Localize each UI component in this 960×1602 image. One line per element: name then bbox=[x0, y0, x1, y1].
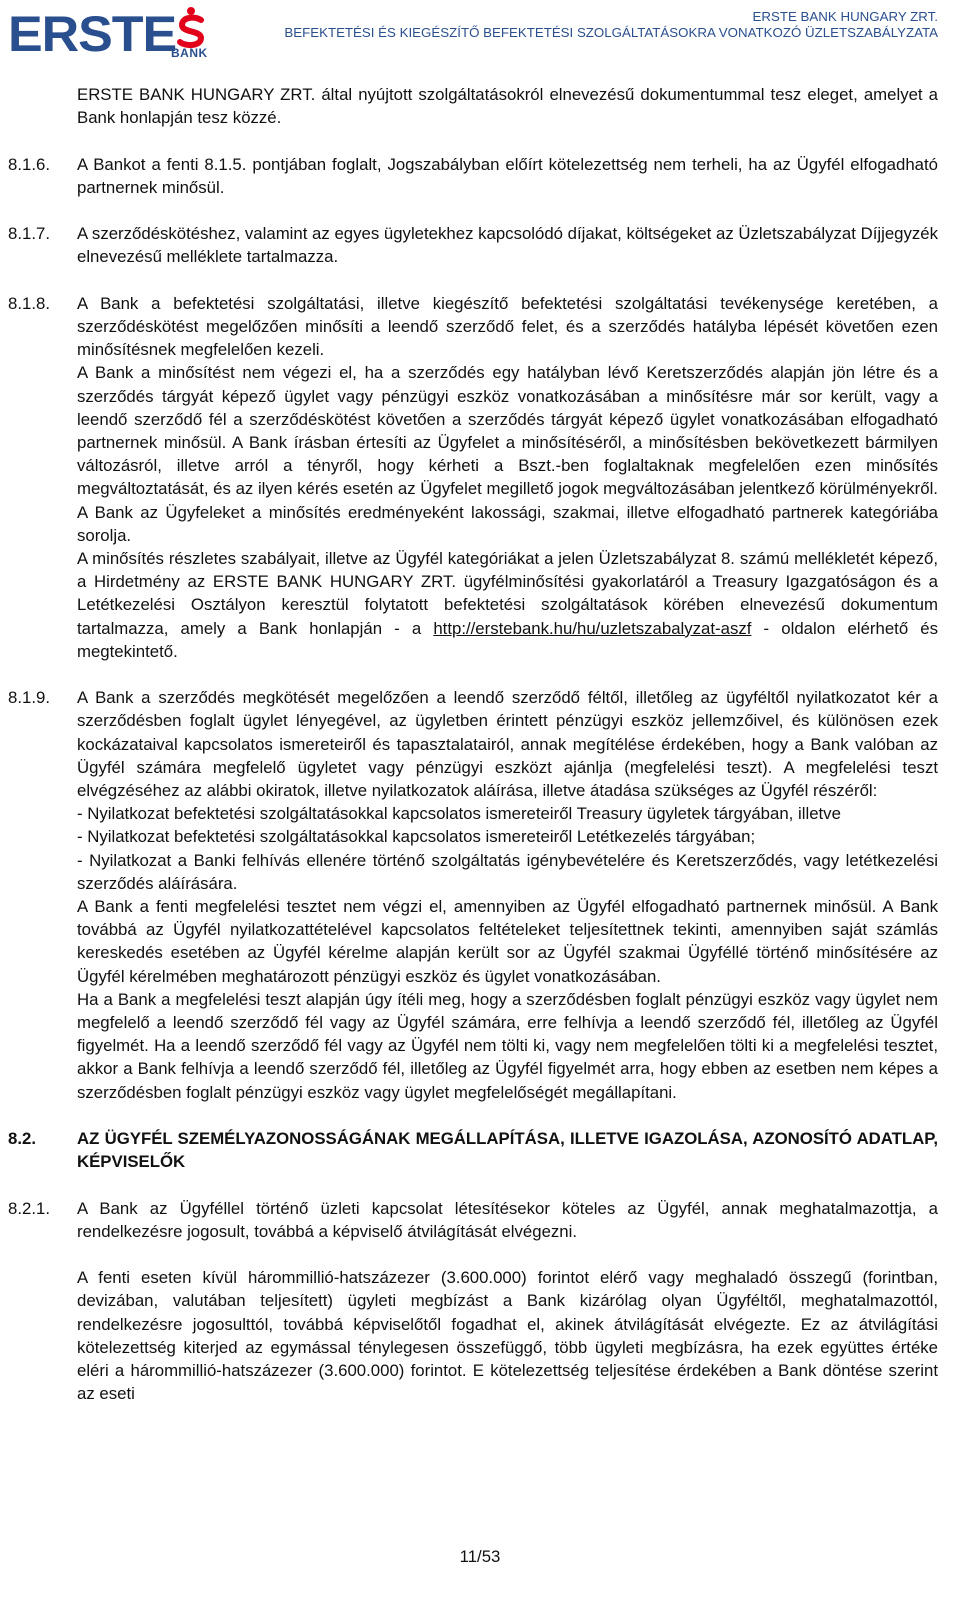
list-item: - Nyilatkozat befektetési szolgáltatásokkal kapcsolatos ismereteiről Treasury ügyletek tárgyában, illetve bbox=[77, 804, 841, 824]
section-number: 8.2.1. bbox=[8, 1198, 50, 1218]
paragraph-text: A minősítés részletes szabályait, illetve az Ügyfél kategóriákat a jelen Üzletszabályzat 8. számú mellékletét képező, a Hirdetmény az ERSTE BANK HUNGARY ZRT. ügyfélminősítési gyakorlatáról a Treasury Igazgatóságon és a Letétkezelési Osztályon keresztül folytatott befektetési szolgáltatások körében elnevezésű dokumentum tartalmazza, amely a Bank honlapján - a bbox=[77, 549, 938, 638]
page-number: 11/53 bbox=[459, 1547, 501, 1566]
section-8-2 bbox=[8, 1127, 938, 1173]
paragraph: A Bank a minősítést nem végezi el, ha a szerződés egy hatályban lévő Keretszerződés alapján jön létre és a szerződés tárgyát képező ügylet vagy pénzügyi eszköz vonatkozásában a minősítésre már sor került, vagy a leendő szerződő fél a szerződéskötést követően a szerződés tárgyát képező ügylet vonatkozásában elfogadható partnernek minősül. A Bank írásban értesíti az Ügyfelet a minősítéséről, a minősítésben bekövetkezett bármilyen változásról, illetve arról a tényről, hogy kérheti a Bszt.-ben foglaltaknak megfelelően ezen minősítés megváltoztatását, és az ilyen kérés esetén az Ügyfelet megillető jogok megváltozásában jelentkező körülményekről. bbox=[77, 363, 938, 499]
section-text: A Bankot a fenti 8.1.5. pontjában foglalt, Jogszabályban előírt kötelezettség nem terheli, ha az Ügyfél elfogadható partnernek minősül. bbox=[77, 154, 938, 197]
section-heading: AZ ÜGYFÉL SZEMÉLYAZONOSSÁGÁNAK MEGÁLLAPÍTÁSA, ILLETVE IGAZOLÁSA, AZONOSÍTÓ ADATLAP, KÉPVISELŐK bbox=[77, 1129, 938, 1172]
header-doc-title: BEFEKTETÉSI ÉS KIEGÉSZÍTŐ BEFEKTETÉSI SZOLGÁLTATÁSOKRA VONATKOZÓ ÜZLETSZABÁLYZATA bbox=[284, 25, 938, 40]
paragraph: A Bank a fenti megfelelési tesztet nem végzi el, amennyiben az Ügyfél elfogadható partnernek minősül. A Bank továbbá az Ügyfél nyilatkozattételével kapcsolatos feltételeket teljesítettnek tekinti, amennyiben saját számlás kereskedés esetében az Ügyfél kérelme alapján került sor az Ügyfél szakmai Ügyféllé történő minősítésére az Ügyfél kérelmében meghatározott pénzügyi eszköz és ügylet vonatkozásában. bbox=[77, 897, 938, 986]
section-number: 8.1.8. bbox=[8, 293, 50, 313]
aszf-link[interactable]: http://erstebank.hu/hu/uzletszabalyzat-aszf bbox=[433, 618, 752, 638]
section-8-2-1 bbox=[8, 1197, 938, 1243]
section-number: 8.2. bbox=[8, 1129, 36, 1149]
section-text: A szerződéskötéshez, valamint az egyes ügyletekhez kapcsolódó díjakat, költségeket az Üzletszabályzat Díjjegyzék elnevezésű melléklete tartalmazza. bbox=[77, 224, 938, 267]
section-8-1-7 bbox=[8, 222, 938, 268]
section-body bbox=[77, 292, 938, 663]
paragraph: A Bank a befektetési szolgáltatási, illetve kiegészítő befektetési szolgáltatási tevékenysége keretében, a szerződéskötést megelőzően minősíti a leendő szerződő felet, és a szerződés hatályba lépését követően ezen minősítésnek megfelelően kezeli. bbox=[77, 293, 938, 360]
header-company: ERSTE BANK HUNGARY ZRT. bbox=[752, 9, 938, 24]
list-item: - Nyilatkozat a Banki felhívás ellenére történő szolgáltatás igénybevételére és Keretszerződés, vagy letétkezelési szerződés aláírására. bbox=[77, 850, 938, 893]
section-number: 8.1.7. bbox=[8, 224, 50, 244]
section-8-1-6 bbox=[8, 153, 938, 199]
paragraph: Ha a Bank a megfelelési teszt alapján úgy ítéli meg, hogy a szerződésben foglalt pénzügyi eszköz vagy ügylet nem megfelelő a leendő szerződő fél vagy az Ügyfél számára, erre felhívja a leendő szerződő fél, illetőleg az Ügyfél figyelmét. Ha a leendő szerződő fél vagy az Ügyfél nem tölti ki, vagy nem megfelelően tölti ki a megfelelési tesztet, akkor a Bank felhívja a leendő szerződő fél, illetőleg az Ügyfél figyelmét arra, hogy ebben az esetben nem képes a szerződésben foglalt pénzügyi eszköz vagy ügylet megfelelőségét megállapítani. bbox=[77, 989, 938, 1102]
section-8-1-8 bbox=[8, 292, 938, 663]
erste-logo bbox=[8, 6, 208, 62]
logo-bank-label: BANK bbox=[171, 46, 208, 60]
paragraph bbox=[77, 547, 938, 663]
paragraph: A Bank a szerződés megkötését megelőzően a leendő szerződő féltől, illetőleg az ügyféltől nyilatkozatot kér a szerződésben foglalt ügylet lényegével, az ügyletben érintett pénzügyi eszköz jellemzőivel, és különösen ezek kockázataival kapcsolatos ismereteiről és tapasztalatairól, annak megítélése érdekében, hogy a Bank valóban az Ügyfél számára megfelelő ügyletet vagy pénzügyi eszközt ajánlja (megfelelési teszt). A megfelelési teszt elvégzéséhez az alábbi okiratok, illetve nyilatkozatok aláírása, illetve átadása szükséges az Ügyfél részéről: bbox=[77, 688, 938, 801]
document-body bbox=[8, 83, 938, 1429]
paragraph: A Bank az Ügyfeleket a minősítés eredményeként lakossági, szakmai, illetve elfogadható partnerek kategóriába sorolja. bbox=[77, 502, 938, 545]
paragraph-text: - oldalon elérhető és megtekintető. bbox=[77, 618, 938, 661]
section-body bbox=[77, 686, 938, 1104]
logo-wordmark: ERSTE bbox=[8, 6, 177, 62]
section-8-1-9 bbox=[8, 686, 938, 1104]
page-header bbox=[284, 9, 938, 41]
intro-continued: ERSTE BANK HUNGARY ZRT. által nyújtott szolgáltatásokról elnevezésű dokumentummal tesz eleget, amelyet a Bank honlapján tesz közzé. bbox=[77, 85, 938, 128]
section-text: A Bank az Ügyféllel történő üzleti kapcsolat létesítésekor köteles az Ügyfél, annak meghatalmazottja, a rendelkezésre jogosult, továbbá a képviselő átvilágítását elvégezni. bbox=[77, 1198, 938, 1241]
section-number: 8.1.6. bbox=[8, 154, 50, 174]
paragraph-continued: A fenti eseten kívül hárommillió-hatszázezer (3.600.000) forintot elérő vagy meghaladó összegű (forintban, devizában, valutában teljesített) ügyleti megbízást a Bank kizárólag olyan Ügyféltől, meghatalmazottól, rendelkezésre jogosulttól, továbbá képviselőtől fogadhat el, akinek átvilágítását elvégezte. Ez az átvilágítási kötelezettség kiterjed az egymással ténylegesen összefüggő, több ügyleti megbízásra, ha ezek együttes értéke eléri a hárommillió-hatszázezer (3.600.000) forintot. E kötelezettség teljesítése érdekében a Bank döntése szerint az eseti bbox=[77, 1268, 938, 1404]
section-number: 8.1.9. bbox=[8, 688, 50, 708]
list-item: - Nyilatkozat befektetési szolgáltatásokkal kapcsolatos ismereteiről Letétkezelés tárgyában; bbox=[77, 827, 756, 847]
